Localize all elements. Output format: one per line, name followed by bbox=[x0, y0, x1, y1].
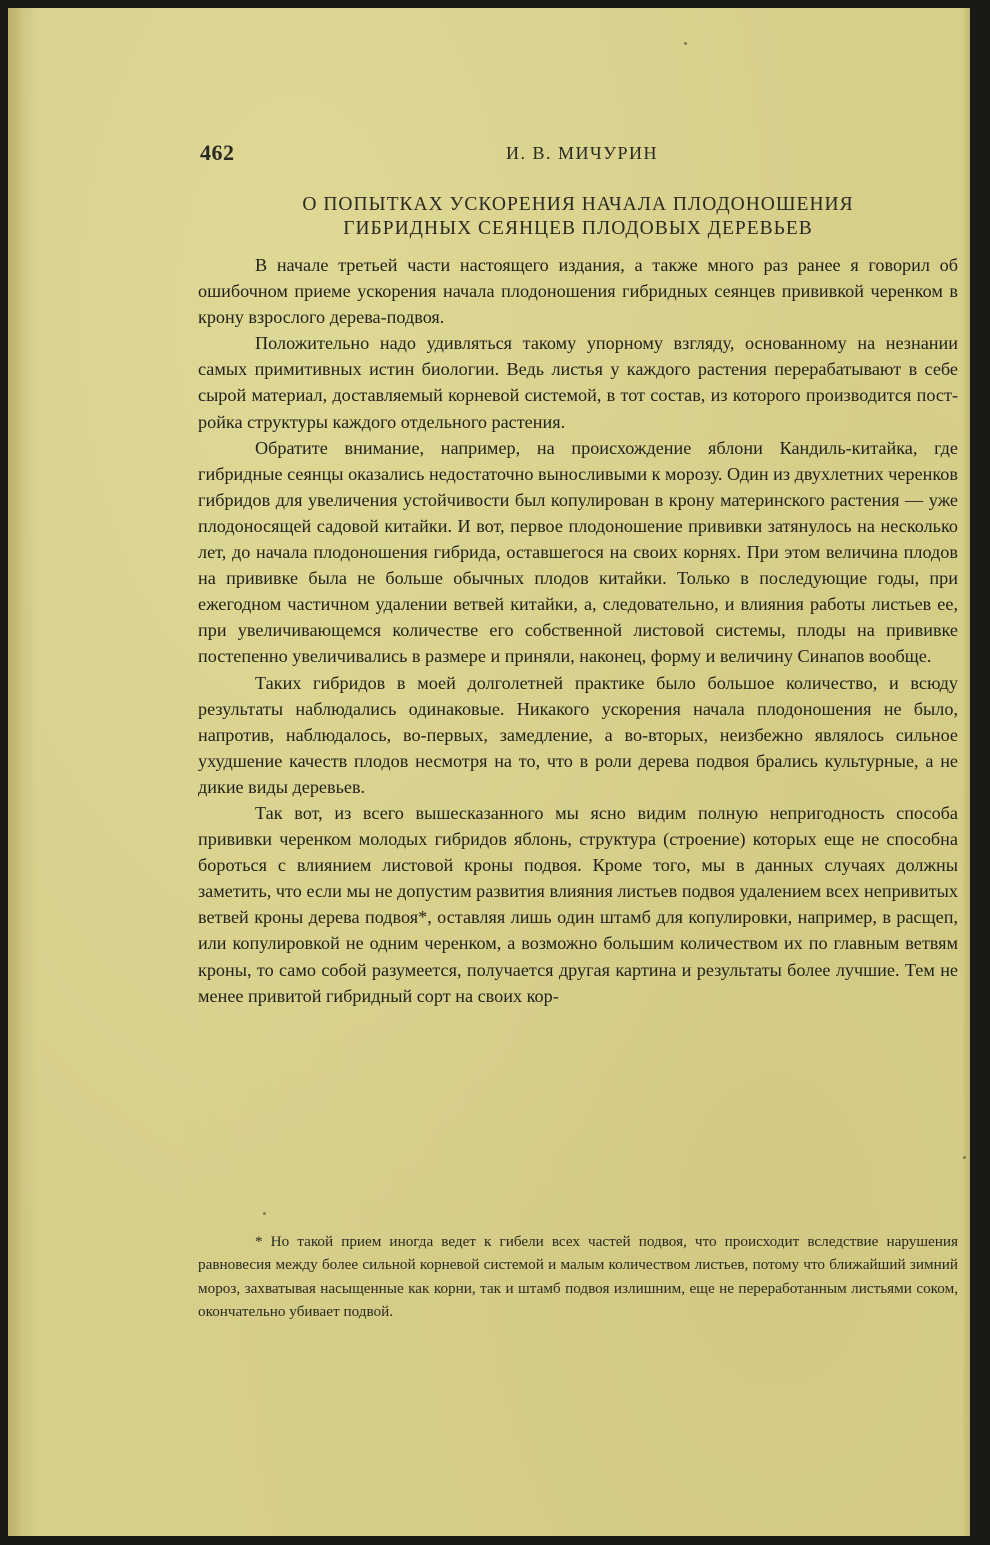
paper-speck bbox=[684, 42, 687, 45]
page-header bbox=[8, 140, 970, 170]
article-title-line-1: О ПОПЫТКАХ УСКОРЕНИЯ НАЧАЛА ПЛОДОНОШЕНИЯ bbox=[302, 194, 854, 215]
paragraph-5: Так вот, из всего вышесказанного мы ясно видим полную непригодность способа прививки черенком молодых гибридов яблонь, структура (строение) которых еще не способна бороться с влиянием листовой кроны подвоя. Кроме того, мы в данных случаях должны заметить, что если мы не допустим развития влияния листьев подвоя удалением всех непривитых ветвей кроны дерева подвоя*, оставляя лишь один штамб для копулировки, например, в расщеп, или копулировкой не одним черенком, а возможно большим количеством их по главным ветвям кроны, то само собой разумеется, получается другая картина и результаты более лучшие. Тем не менее привитой гибридный сорт на своих кор- bbox=[198, 802, 958, 1006]
article-title-line-2: ГИБРИДНЫХ СЕЯНЦЕВ ПЛОДОВЫХ ДЕРЕВЬЕВ bbox=[343, 218, 813, 239]
body-text bbox=[198, 252, 958, 1009]
book-page bbox=[8, 8, 970, 1536]
page-spine-shadow bbox=[8, 8, 34, 1536]
page-edge bbox=[962, 8, 970, 1536]
page-number: 462 bbox=[200, 140, 235, 165]
paper-speck bbox=[263, 1212, 266, 1215]
paragraph-1: В начале третьей части настоящего издания, а также много раз ранее я говорил об ошибочном приеме ускорения начала плодоношения гибридных сеянцев прививкой черенком в крону взрослого дерева-подвоя. bbox=[198, 255, 958, 328]
paper-speck bbox=[963, 1156, 966, 1159]
footnote-text: * Но такой прием иногда ведет к гибели всех частей подвоя, что происходит вследствие нарушения равновесия между более сильной корневой системой и малым количеством листьев, потому что ближайший зимний мороз, захватывая насыщенные как корни, так и штамб подвоя излишним, еще не переработанным листьями соком, окончательно убивает подвой. bbox=[198, 1233, 958, 1321]
paragraph-4: Таких гибридов в моей долголетней практике было большое количество, и всюду результаты наблюдались одинаковые. Никакого ускорения начала плодоношения не было, напротив, наблюдалось, во-первых, замедление, а во-вторых, неизбежно являлось сильное ухудшение качеств плодов несмотря на то, что в роли дерева подвоя брались культурные, а не дикие виды деревьев. bbox=[198, 672, 958, 797]
paragraph-2: Положительно надо удивляться такому упорному взгляду, основанному на незнании самых примитивных истин биологии. Ведь листья у каждого растения перерабатывают в себе сырой материал, доставляемый корневой системой, в тот состав, из которого производится постройка структуры каждого отдельного растения. bbox=[198, 333, 958, 432]
article-title bbox=[198, 193, 958, 241]
footnote bbox=[198, 1230, 958, 1324]
running-head: И. В. МИЧУРИН bbox=[506, 143, 658, 163]
paragraph-3: Обратите внимание, например, на происхождение яблони Кандиль-китайка, где гибридные сеянцы оказались недостаточно выносливыми к морозу. Один из двухлетних черенков гибридов для увеличения устойчивости был копулирован в крону материнского растения — уже плодоносящей садовой китайки. И вот, первое плодоношение прививки затянулось на несколько лет, до начала плодоношения гибрида, оставшегося на своих корнях. При этом величина плодов на прививке была не больше обычных плодов китайки. Только в последующие годы, при ежегодном частичном удалении ветвей китайки, а, следовательно, и влияния работы листьев ее, при увеличивающемся количестве его собственной листовой системы, плоды на прививке постепенно увеличивались в размере и приняли, наконец, форму и величину Синапов вообще. bbox=[198, 437, 958, 667]
